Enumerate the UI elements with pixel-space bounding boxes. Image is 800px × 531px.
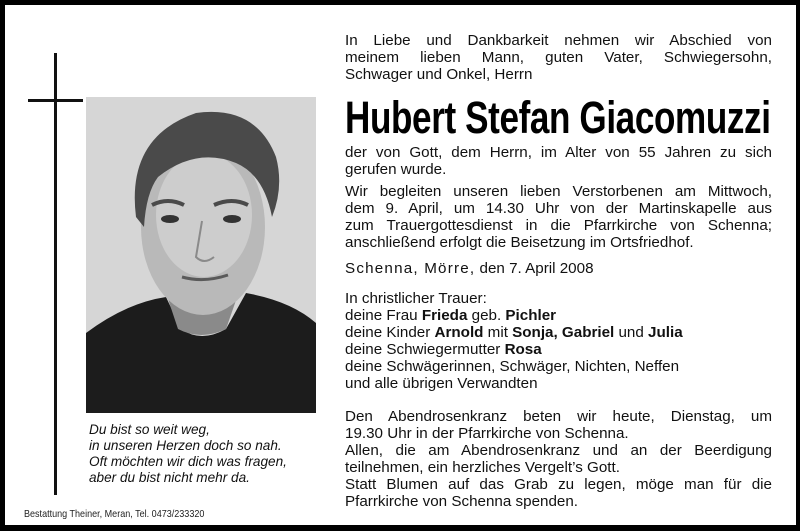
deceased-name: Hubert Stefan Giacomuzzi	[345, 92, 771, 143]
date: den 7. April 2008	[479, 260, 594, 277]
text: deine Kinder	[345, 324, 435, 341]
wife-name: Frieda	[421, 307, 468, 324]
text-line: dem 9. April, um 14.30 Uhr von der Martinskapelle aus	[345, 200, 772, 217]
text-line: 19.30 Uhr in der Pfarrkirche von Schenna.	[345, 425, 629, 442]
text-line: anschließend erfolgt die Beisetzung im Ortsfriedhof.	[345, 234, 694, 251]
text-line: Den Abendrosenkranz beten wir heute, Dienstag, um	[345, 408, 772, 425]
child-name: Julia	[648, 324, 683, 341]
poem-line: aber du bist nicht mehr da.	[89, 470, 250, 485]
funeral-text	[345, 183, 772, 251]
mourner-children	[345, 324, 772, 341]
text-line: der von Gott, dem Herrn, im Alter von 55 Jahren zu sich	[345, 144, 772, 161]
mourner-relatives: deine Schwägerinnen, Schwäger, Nichten, Neffen	[345, 358, 680, 375]
mourner-relatives: und alle übrigen Verwandten	[345, 375, 538, 392]
portrait-image	[86, 97, 316, 413]
place-date	[345, 260, 772, 277]
text-line: Statt Blumen auf das Grab zu legen, möge man für die	[345, 476, 772, 493]
called-home-text	[345, 144, 772, 178]
text: deine Frau	[345, 307, 422, 324]
text: geb.	[467, 307, 506, 324]
cross-icon-vertical	[54, 53, 57, 495]
intro-text	[345, 32, 772, 83]
text: und	[614, 324, 649, 341]
poem-line: in unseren Herzen doch so nah.	[89, 438, 282, 453]
mother-in-law-name: Rosa	[504, 341, 542, 358]
mourner-mother-in-law	[345, 341, 772, 358]
text-line: Allen, die am Abendrosenkranz und an der Beerdigung	[345, 442, 772, 459]
cross-icon-horizontal	[28, 99, 83, 102]
memorial-poem	[89, 422, 329, 486]
mourners-list	[345, 290, 772, 392]
child-name: Sonja, Gabriel	[512, 324, 615, 341]
text-line: Pfarrkirche von Schenna spenden.	[345, 493, 579, 510]
undertaker-credit: Bestattung Theiner, Meran, Tel. 0473/233320	[24, 508, 205, 520]
text-line: Wir begleiten unseren lieben Verstorbenen am Mittwoch,	[345, 183, 772, 200]
mourner-wife	[345, 307, 772, 324]
mourners-heading: In christlicher Trauer:	[345, 290, 487, 307]
intro-line: meinem lieben Mann, guten Vater, Schwiegersohn,	[345, 49, 772, 66]
poem-line: Oft möchten wir dich was fragen,	[89, 454, 287, 469]
text-line: teilnehmen, ein herzliches Vergelt’s Gott.	[345, 459, 620, 476]
obituary-card	[5, 5, 796, 525]
text: deine Schwiegermutter	[345, 341, 505, 358]
place: Schenna, Mörre,	[345, 260, 476, 277]
rosary-text	[345, 408, 772, 510]
text-line: zum Trauergottesdienst in die Pfarrkirche von Schenna;	[345, 217, 772, 234]
portrait-photo	[86, 97, 316, 413]
poem-line: Du bist so weit weg,	[89, 422, 210, 437]
child-name: Arnold	[434, 324, 484, 341]
text: mit	[483, 324, 513, 341]
intro-line: In Liebe und Dankbarkeit nehmen wir Abschied von	[345, 32, 772, 49]
intro-line: Schwager und Onkel, Herrn	[345, 66, 533, 83]
text-line: gerufen wurde.	[345, 161, 447, 178]
wife-maiden-name: Pichler	[505, 307, 557, 324]
